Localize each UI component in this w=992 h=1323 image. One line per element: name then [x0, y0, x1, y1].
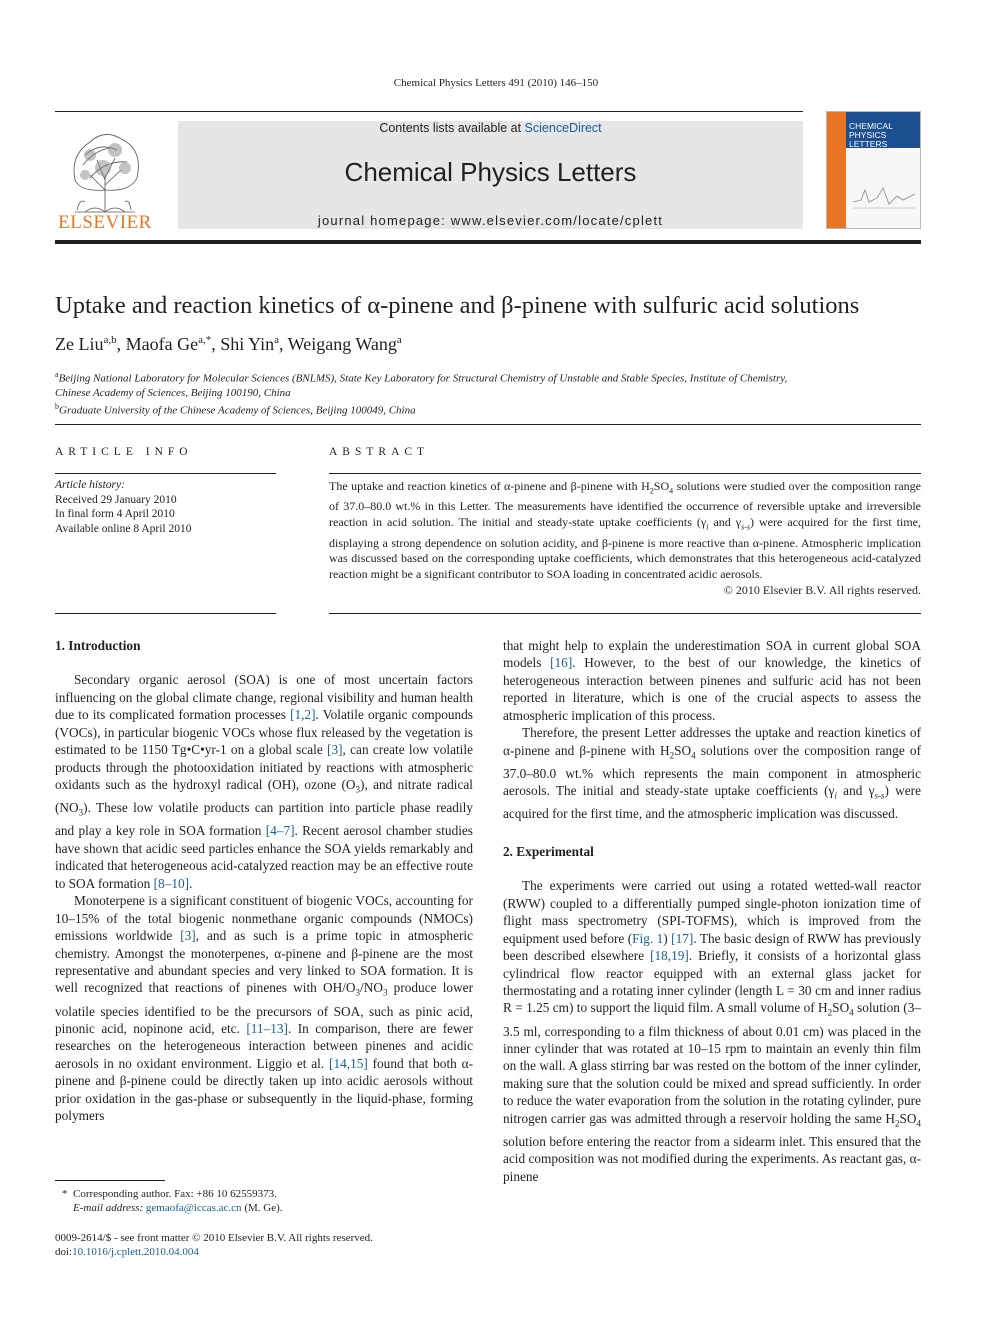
affiliation-b: Graduate University of the Chinese Academy of Sciences, Beijing 100049, China — [59, 404, 416, 417]
email-link[interactable]: gemaofa@iccas.ac.cn — [145, 1202, 242, 1214]
reference-link[interactable]: [11–13] — [246, 1021, 288, 1037]
reference-link[interactable]: [4–7] — [265, 823, 295, 839]
contents-prefix: Contents lists available at — [379, 121, 525, 135]
article-info-rule — [55, 473, 276, 474]
copyright-notice: © 2010 Elsevier B.V. All rights reserved. — [723, 583, 921, 598]
author-affil-mark: a,* — [198, 334, 212, 346]
doi-line: doi:10.1016/j.cplett.2010.04.004 — [55, 1246, 199, 1258]
paragraph: Monoterpene is a significant constituent of biogenic VOCs, accounting for 10–15% of the total biogenic nonmethane organic compounds (NMOCs) emissions worldwide [3], and as such is a prime topic in atmospheric chemistry. Amongst the monoterpenes, α-pinene and β-pinene are the most representative and abundant species and very linked to SOA formation. It is well recognized that reactions of pinenes with $OH/O_3/NO_3$ produce lower volatile species identified to be the precursors of SOA, such as pinic acid, pinonic acid, nopinone acid, etc. [11–13]. In comparison, there are fewer researches on the heterogeneous interaction between pinenes and acidic aerosols in no oxidant environment. Liggio et al. [14,15] found that both α-pinene and β-pinene could be directly taken up into acidic aerosols without prior oxidation in the gas-phase or subsequently in the liquid-phase, forming polymers — [55, 893, 473, 1124]
abstract-heading: ABSTRACT — [329, 446, 430, 458]
author-name: Ze Liu — [55, 334, 104, 354]
author-name: Weigang Wang — [287, 334, 397, 354]
reference-link[interactable]: [1,2] — [290, 707, 316, 723]
cover-graphic-icon — [851, 182, 917, 212]
figure-link[interactable]: Fig. 1 — [632, 930, 664, 946]
email-note: E-mail address: gemaofa@iccas.ac.cn (M. Ge). — [73, 1202, 283, 1214]
author-name: Maofa Ge — [125, 334, 199, 354]
section-heading-introduction: 1. Introduction — [55, 638, 141, 653]
author-affil-mark: a — [274, 334, 279, 346]
abstract-bottom-rule — [329, 613, 921, 614]
corresponding-author-note: * Corresponding author. Fax: +86 10 62559373. — [62, 1188, 277, 1200]
reference-link[interactable]: [8–10] — [153, 875, 190, 891]
affil-rule — [55, 424, 921, 425]
reference-link[interactable]: [14,15] — [329, 1055, 368, 1071]
affiliations: $^a$Beijing National Laboratory for Molecular Sciences (BNLMS), State Key Laboratory for Structural Chemistry of Unstable and Stable Species, Institute of Chemistry, Chinese Academy of Sciences, Beijing 100190, China $^b$Graduate University of the Chinese Academy of Sciences, Beijing 100049, China — [55, 370, 788, 417]
reference-link[interactable]: [16] — [550, 655, 573, 671]
article-info-bottom-rule — [55, 613, 276, 614]
journal-title: Chemical Physics Letters — [344, 157, 637, 187]
contents-line — [178, 121, 803, 135]
right-column — [503, 637, 921, 1185]
paragraph: Therefore, the present Letter addresses the uptake and reaction kinetics of α-pinene and β-pinene with $H_2SO_4$ solutions over the composition range of 37.0–80.0 wt.% which represents the main component in atmospheric aerosols. The initial and steady-state uptake coefficients ($\gamma_i$ and $\gamma_{s-s}$) were acquired for the first time, and the atmospheric implication was discussed. — [503, 725, 921, 822]
author-affil-mark: a — [396, 334, 402, 346]
footnote-rule — [55, 1180, 165, 1181]
reference-link[interactable]: [3] — [180, 928, 196, 944]
journal-homepage[interactable]: journal homepage: www.elsevier.com/locate/cplett — [317, 213, 664, 228]
elsevier-wordmark: ELSEVIER — [58, 212, 152, 233]
article-history: Article history: Received 29 January 2010 In final form 4 April 2010 Available online 8 April 2010 — [55, 479, 192, 535]
affiliation-a: Beijing National Laboratory for Molecular Sciences (BNLMS), State Key Laboratory for Structural Chemistry of Unstable and Stable Species, Institute of Chemistry, — [58, 372, 788, 385]
journal-cover-thumbnail — [826, 111, 921, 229]
reference-link[interactable]: [17] — [671, 930, 694, 946]
reference-link[interactable]: [3] — [327, 742, 343, 758]
header-bottom-rule — [55, 240, 921, 244]
left-column — [55, 637, 473, 1125]
header-top-rule — [55, 111, 803, 112]
article-info-heading: ARTICLE INFO — [55, 446, 193, 458]
section-heading-experimental: 2. Experimental — [503, 843, 594, 859]
author-affil-mark: a,b — [103, 334, 117, 346]
sciencedirect-link[interactable]: ScienceDirect — [524, 121, 602, 135]
author-name: Shi Yin — [220, 334, 275, 354]
article-title: Uptake and reaction kinetics of α-pinene and β-pinene with sulfuric acid solutions — [55, 292, 860, 319]
paragraph: The experiments were carried out using a rotated wetted-wall reactor (RWW) coupled to a differentially pumped single-photon ionization time of flight mass spectrometry (SPI-TOFMS), which is improved from the equipment used before (Fig. 1) [17]. The basic design of RWW has previously been described elsewhere [18,19]. Briefly, it consists of a horizontal glass cylindrical flow reactor equipped with an external glass jacket for thermostating and a rotating inner cylinder (length L = 30 cm and inner radius R = 1.25 cm) to support the liquid film. A small volume of $H_2SO_4$ solution (3–3.5 ml, corresponding to a film thickness of about 0.01 cm) was placed in the inner cylinder that was rotated at 10–15 rpm to maintain an evenly thin film on the wall. A glass stirring bar was rested on the bottom of the inner cylinder, making sure that the solution could be mixed and spread sufficiently. In order to reduce the water evaporation from the solution in the rotating cylinder, pure nitrogen carrier gas was admitted through a reservoir holding the same $H_2SO_4$ solution before entering the reactor from a sidearm inlet. This ensured that the acid composition was not modified during the experiments. As reactant gas, α-pinene — [503, 878, 921, 1184]
abstract-body: The uptake and reaction kinetics of α-pinene and β-pinene with $H_2SO_4$ solutions were studied over the composition range of 37.0–80.0 wt.% in this Letter. The measurements have identified the occurrence of reversible uptake and irreversible reaction in acid solution. The initial and steady-state uptake coefficients ($\gamma_i$ and $\gamma_{s-s}$) were acquired for the first time, displaying a strong dependence on solution acidity, and β-pinene is more reactive than α-pinene. Atmospheric implication was discussed based on the corresponding uptake coefficients, which demonstrates that this heterogeneous acid-catalyzed reaction might be a significant contributor to SOA loading in concentrated acidic aerosols. © 2010 Elsevier B.V. All rights reserved. — [329, 479, 921, 598]
issn-line: 0009-2614/$ - see front matter © 2010 Elsevier B.V. All rights reserved. — [55, 1232, 373, 1244]
reference-link[interactable]: [18,19] — [650, 948, 689, 964]
author-list: Ze Liu$^{a,b}$, Maofa $Ge^{a,*}$, Shi Yin$^a$, Weigang Wang$^a$ — [55, 334, 402, 354]
doi-link[interactable]: 10.1016/j.cplett.2010.04.004 — [72, 1246, 199, 1258]
cover-title: CHEMICAL PHYSICS LETTERS — [849, 121, 893, 149]
journal-citation: Chemical Physics Letters 491 (2010) 146–150 — [393, 77, 599, 89]
paragraph: that might help to explain the underestimation SOA in current global SOA models [16]. However, to the best of our knowledge, the kinetics of heterogeneous interaction between pinenes and sulfuric acid has not been reported in literature, which is one of the crucial aspects to assess the atmospheric implication of this process. — [503, 638, 921, 723]
paragraph: Secondary organic aerosol (SOA) is one of most uncertain factors influencing on the global climate change, regional visibility and human health due to its complicated formation processes [1,2]. Volatile organic compounds (VOCs), in particular biogenic VOCs whose flux released by the vegetation is estimated to be 1150 Tg•C•yr-1 on a global scale [3], can create low volatile products through the photooxidation initiated by reactions with atmospheric oxidants such as the hydroxyl radical (OH), ozone $(O_3)$, and nitrate radical $(NO_3)$. These low volatile products can partition into particle phase readily and play a key role in SOA formation [4–7]. Recent aerosol chamber studies have shown that acidic seed particles enhance the SOA yields remarkably and indicated that heterogeneous acid-catalyzed reaction may be an effective route to SOA formation [8–10]. — [55, 672, 474, 891]
abstract-rule — [329, 473, 921, 474]
